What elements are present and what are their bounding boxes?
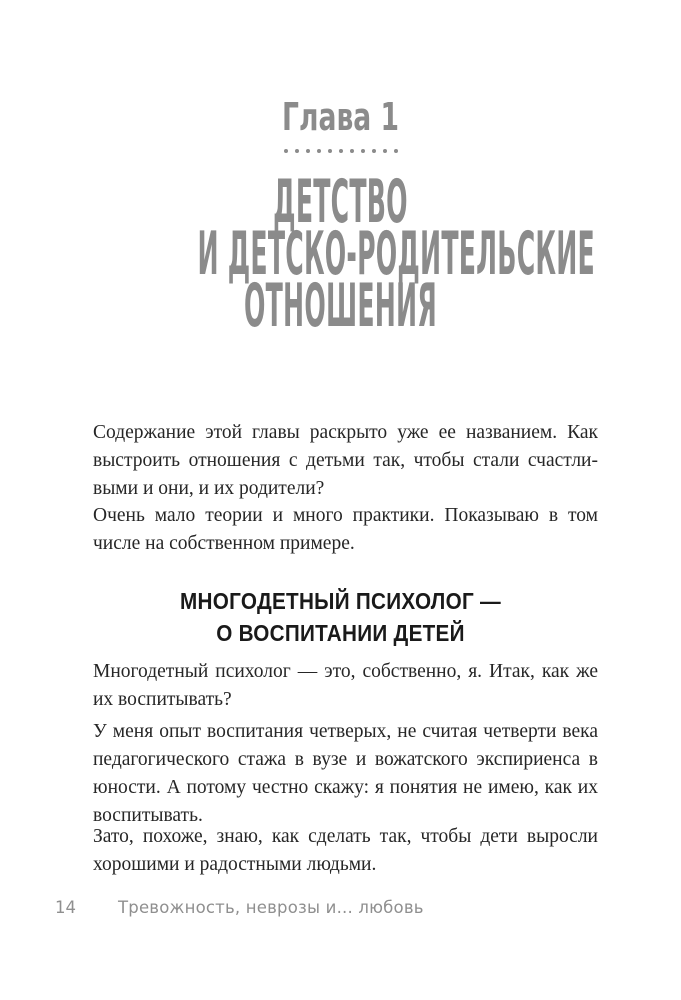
chapter-label	[0, 96, 681, 138]
chapter-label-text: Глава 1	[282, 95, 399, 139]
intro-paragraph-2: Очень мало теории и много практики. Показываю в том числе на собственном примере.	[93, 505, 598, 554]
intro-paragraph-1: Содержание этой главы раскрыто уже ее названием. Как выстроить отношения с детьми так, чтобы стали счастливыми и они, и их родители?	[93, 422, 598, 499]
section-heading-line-1: МНОГОДЕТНЫЙ ПСИХОЛОГ —	[180, 588, 501, 614]
chapter-title-line-3: ОТНОШЕНИЯ	[244, 271, 437, 341]
section-heading	[0, 585, 681, 649]
section-paragraph-3: Зато, похоже, знаю, как сделать так, чтобы дети выросли хорошими и радостными людьми.	[93, 826, 598, 875]
chapter-title-line-1: ДЕТСТВО	[273, 167, 408, 237]
section-heading-line-2: О ВОСПИТАНИИ ДЕТЕЙ	[216, 620, 465, 646]
dotted-divider	[0, 149, 681, 153]
section-paragraph-2: У меня опыт воспитания четверых, не считая четверти века педагогического стажа в вузе и вожатского экспириенса в юности. А потому честно скажу: я понятия не имею, как их воспитывать.	[93, 721, 598, 826]
page-number: 14	[55, 898, 76, 917]
running-title: Тревожность, неврозы и... любовь	[118, 898, 424, 917]
chapter-title-line-2: И ДЕТСКО-РОДИТЕЛЬСКИЕ	[197, 219, 595, 289]
chapter-title	[0, 167, 681, 341]
section-paragraph-1: Многодетный психолог — это, собственно, я. Итак, как же их воспитывать?	[93, 661, 598, 710]
